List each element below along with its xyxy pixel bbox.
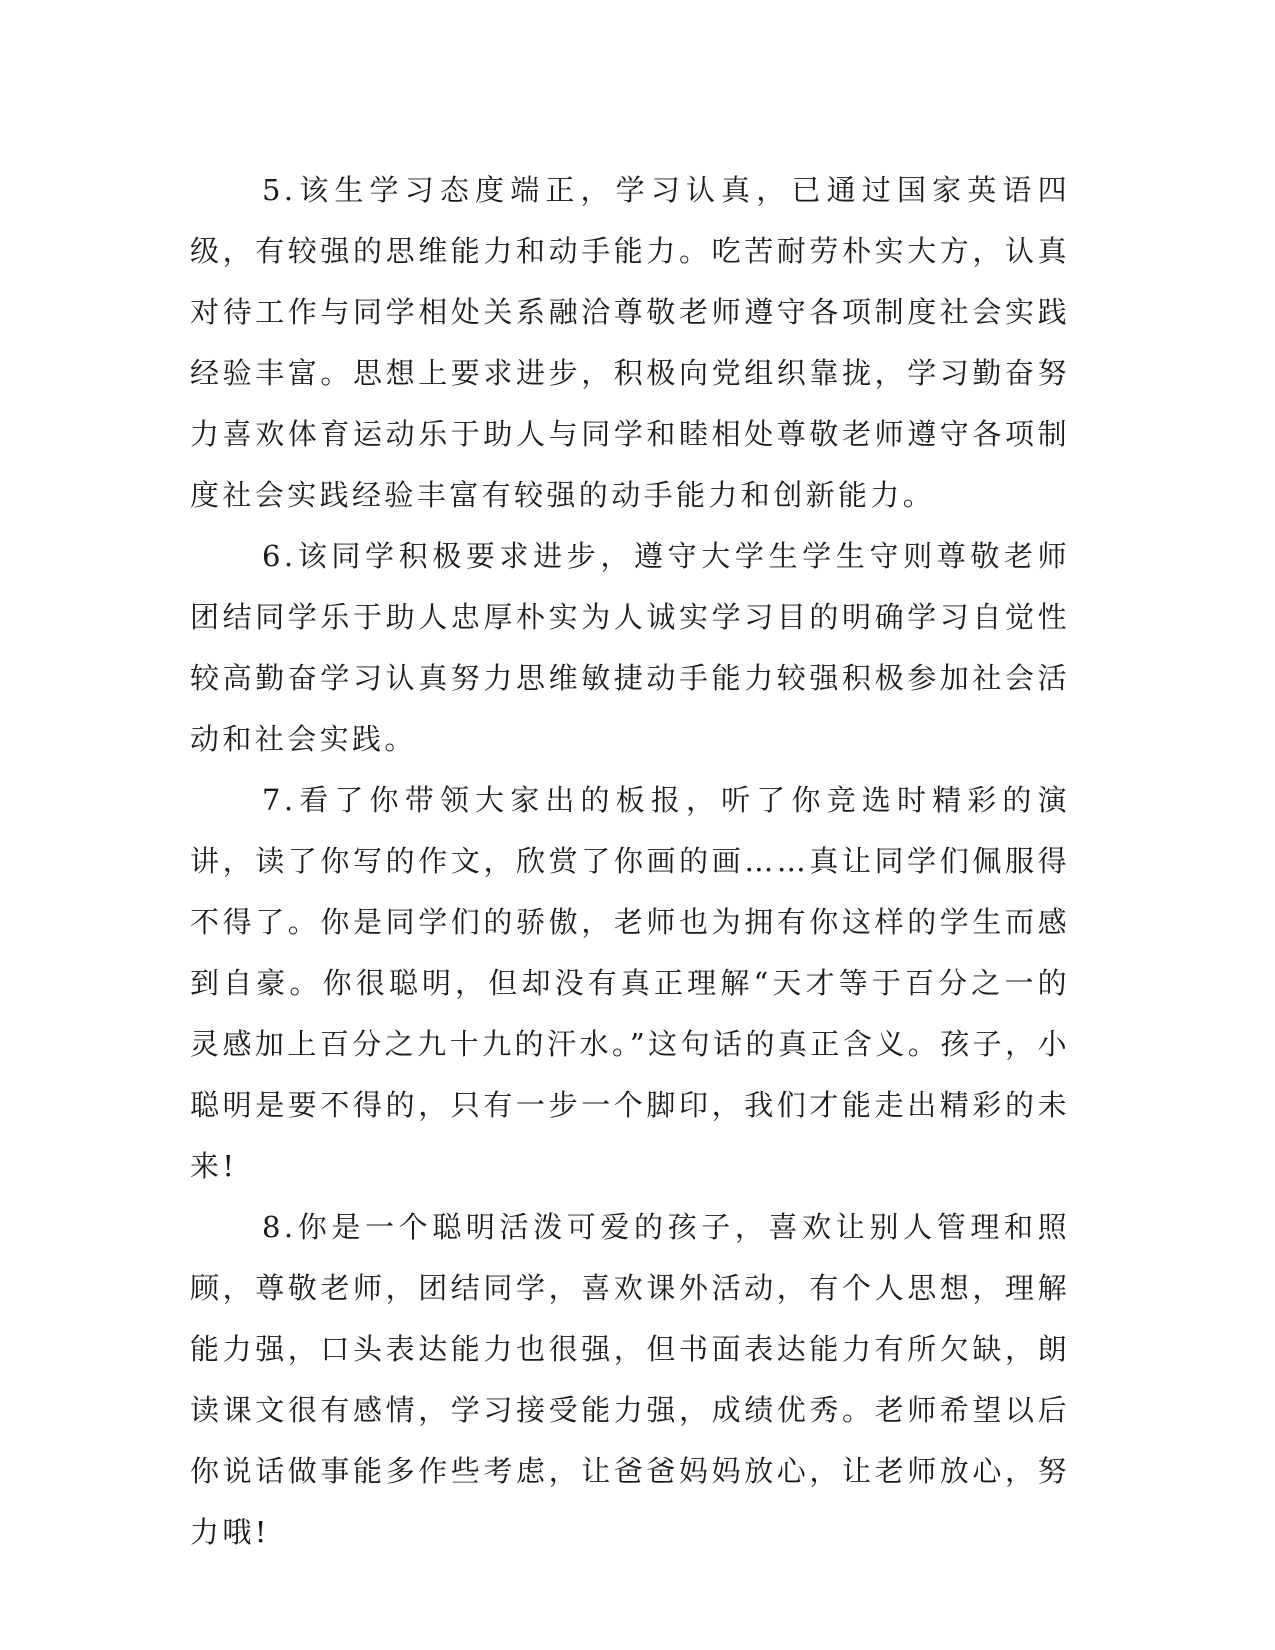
paragraph-6: 6.该同学积极要求进步，遵守大学生学生守则尊敬老师团结同学乐于助人忠厚朴实为人诚实学习目的明确学习自觉性较高勤奋学习认真努力思维敏捷动手能力较强积极参加社会活动和社会实践。 xyxy=(190,539,1070,756)
document-body xyxy=(190,160,1070,1563)
paragraph-7: 7.看了你带领大家出的板报，听了你竞选时精彩的演讲，读了你写的作文，欣赏了你画的画……真让同学们佩服得不得了。你是同学们的骄傲，老师也为拥有你这样的学生而感到自豪。你很聪明，但却没有真正理解“天才等于百分之一的灵感加上百分之九十九的汗水。”这句话的真正含义。孩子，小聪明是要不得的，只有一步一个脚印，我们才能走出精彩的未来! xyxy=(190,783,1070,1183)
paragraph-8: 8.你是一个聪明活泼可爱的孩子，喜欢让别人管理和照顾，尊敬老师，团结同学，喜欢课外活动，有个人思想，理解能力强，口头表达能力也很强，但书面表达能力有所欠缺，朗读课文很有感情，学习接受能力强，成绩优秀。老师希望以后你说话做事能多作些考虑，让爸爸妈妈放心，让老师放心，努力哦! xyxy=(190,1210,1070,1549)
paragraph-5: 5.该生学习态度端正，学习认真，已通过国家英语四级，有较强的思维能力和动手能力。吃苦耐劳朴实大方，认真对待工作与同学相处关系融洽尊敬老师遵守各项制度社会实践经验丰富。思想上要求进步，积极向党组织靠拢，学习勤奋努力喜欢体育运动乐于助人与同学和睦相处尊敬老师遵守各项制度社会实践经验丰富有较强的动手能力和创新能力。 xyxy=(190,173,1070,512)
